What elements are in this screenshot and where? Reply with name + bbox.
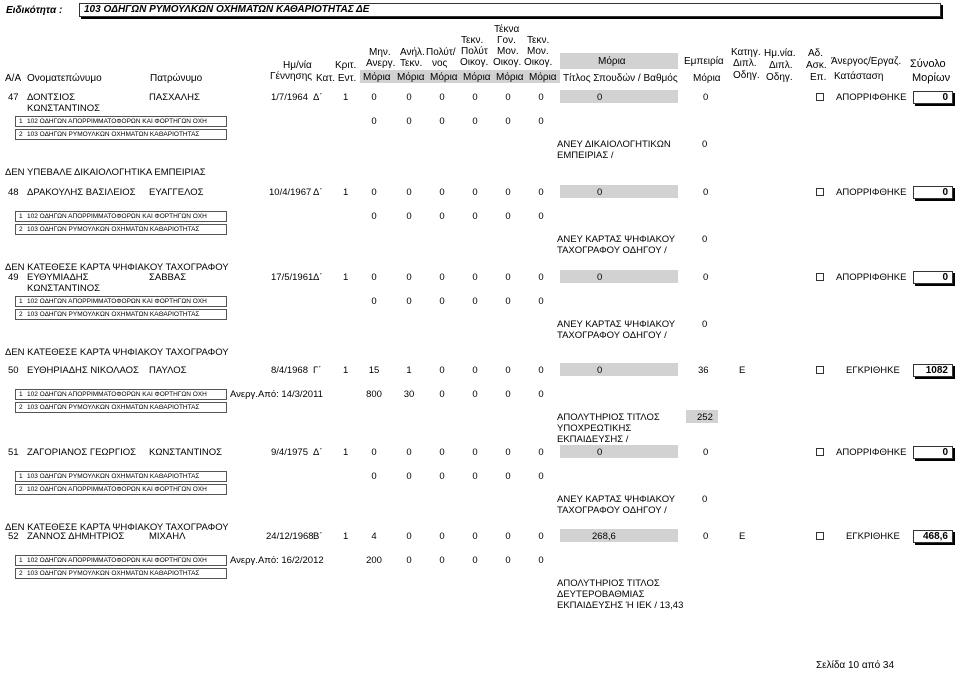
specialty-points: 0 [538, 471, 544, 482]
row-degree-points: 0 [597, 365, 603, 376]
col-cat-1: Κατηγ. [731, 47, 761, 58]
row-total: 1082 [913, 364, 953, 377]
specialty-name: 103 ΟΔΗΓΩΝ ΡΥΜΟΥΛΚΩΝ ΟΧΗΜΑΤΩΝ ΚΑΘΑΡΙΟΤΗΤΑΣ [27, 570, 200, 577]
col-single-0a: Τέκνα [494, 24, 520, 35]
degree-reason-2: ΤΑΧΟΓΡΑΦΟΥ ΟΔΗΓΟΥ / [557, 245, 667, 256]
status-checkbox[interactable] [816, 532, 824, 540]
specialty-points: 0 [505, 211, 511, 222]
specialty-name: 103 ΟΔΗΓΩΝ ΡΥΜΟΥΛΚΩΝ ΟΧΗΜΑΤΩΝ ΚΑΘΑΡΙΟΤΗΤΑΣ [27, 473, 200, 480]
degree-reason-2: ΥΠΟΧΡΕΩΤΙΚΗΣ [557, 423, 632, 434]
row-reason-value: 0 [702, 319, 708, 330]
col-name: Ονοματεπώνυμο [27, 73, 102, 84]
specialty-points: 0 [538, 296, 544, 307]
degree-cell [560, 445, 678, 458]
specialty-name: 102 ΟΔΗΓΩΝ ΑΠΟΡΡΙΜΜΑΤΟΦΟΡΩΝ ΚΑΙ ΦΟΡΤΗΓΩΝ ΟΧΗ [27, 213, 207, 220]
specialty-points: 0 [439, 116, 445, 127]
specialty-rank: 1 [19, 213, 23, 220]
row-points: 0 [439, 531, 445, 542]
row-criterion: 1 [343, 187, 349, 198]
status-checkbox[interactable] [816, 188, 824, 196]
col-single-1: Μον. [497, 46, 519, 57]
col-singlechild-1: Μον. [527, 46, 549, 57]
specialty-points: 0 [472, 389, 478, 400]
row-birth: 17/5/1961 [271, 272, 314, 283]
specialty-points: 0 [505, 389, 511, 400]
row-reason-value: 0 [702, 494, 708, 505]
degree-reason: ΑΝΕΥ ΚΑΡΤΑΣ ΨΗΦΙΑΚΟΥ [557, 319, 676, 330]
degree-reason-2: ΤΑΧΟΓΡΑΦΟΥ ΟΔΗΓΟΥ / [557, 505, 667, 516]
row-points: 0 [538, 365, 544, 376]
specialty-points: 800 [366, 389, 382, 400]
row-points: 0 [439, 272, 445, 283]
row-name: ΔΟΝΤΣΙΟΣ [27, 92, 75, 103]
row-birth: 1/7/1964 [271, 92, 308, 103]
row-points: 1 [406, 365, 412, 376]
specialty-points: 0 [371, 211, 377, 222]
degree-reason: ΑΠΟΛΥΤΗΡΙΟΣ ΤΙΤΛΟΣ [557, 412, 660, 423]
row-points: 15 [368, 365, 380, 376]
specialty-points: 0 [439, 471, 445, 482]
specialty-preference [15, 555, 227, 566]
col-birth-1: Ημ/νία [283, 60, 312, 71]
row-points: 0 [472, 272, 478, 283]
row-birth: 10/4/1967 [269, 187, 312, 198]
row-points: 0 [505, 365, 511, 376]
row-total: 0 [913, 91, 953, 104]
specialty-preference [15, 224, 227, 235]
specialty-preference [15, 296, 227, 307]
specialty-points: 0 [472, 555, 478, 566]
row-degree-points: 0 [597, 92, 603, 103]
degree-reason-2: ΕΜΠΕΙΡΙΑΣ / [557, 150, 614, 161]
specialty-points: 0 [472, 211, 478, 222]
specialty-points: 0 [371, 296, 377, 307]
row-aa: 50 [8, 365, 19, 376]
specialty-preference [15, 116, 227, 127]
col-minor-points: Μόρια [397, 72, 425, 83]
col-cat-2: Διπλ. [733, 58, 757, 69]
specialty-preference [15, 211, 227, 222]
row-points: 0 [439, 365, 445, 376]
row-father: ΜΙΧΑΗΛ [149, 531, 186, 542]
row-status: ΑΠΟΡΡΙΦΘΗΚΕ [836, 187, 907, 198]
row-experience-points: 0 [703, 187, 709, 198]
specialty-rank: 2 [19, 131, 23, 138]
specialty-preference [15, 389, 227, 400]
row-birth: 8/4/1968 [271, 365, 308, 376]
col-status-1: Άνεργος/Εργαζ. [831, 56, 902, 67]
specialty-points: 0 [538, 555, 544, 566]
col-total-1: Σύνολο [910, 58, 946, 70]
degree-cell [560, 185, 678, 198]
row-category: Δ΄ [313, 92, 323, 103]
specialty-field [79, 3, 941, 17]
col-lic-2: Ασκ. [806, 60, 827, 71]
row-points: 0 [406, 92, 412, 103]
degree-reason: ΑΝΕΥ ΚΑΡΤΑΣ ΨΗΦΙΑΚΟΥ [557, 234, 676, 245]
row-points: 0 [439, 92, 445, 103]
row-points: 0 [505, 272, 511, 283]
col-degree-points: Μόρια [598, 56, 626, 67]
row-total: 0 [913, 186, 953, 199]
col-minor-1: Ανήλ. [400, 47, 425, 58]
specialty-name: 102 ΟΔΗΓΩΝ ΑΠΟΡΡΙΜΜΑΤΟΦΟΡΩΝ ΚΑΙ ΦΟΡΤΗΓΩΝ ΟΧΗ [27, 486, 207, 493]
specialty-preference [15, 471, 227, 482]
degree-cell [560, 529, 678, 542]
row-category: Δ΄ [313, 272, 323, 283]
row-points: 0 [406, 187, 412, 198]
specialty-preference [15, 402, 227, 413]
row-category: Β΄ [313, 531, 323, 542]
row-license: Ε [739, 531, 746, 542]
row-total: 0 [913, 446, 953, 459]
col-single-0: Γον. [497, 35, 516, 46]
specialty-points: 0 [505, 471, 511, 482]
specialty-rank: 2 [19, 404, 23, 411]
row-experience-points: 0 [703, 531, 709, 542]
degree-cell [560, 270, 678, 283]
col-lic-3: Επ. [810, 72, 827, 83]
col-exp-1: Εμπειρία [684, 56, 724, 67]
specialty-points: 0 [472, 116, 478, 127]
row-name: ΔΡΑΚΟΥΛΗΣ ΒΑΣΙΛΕΙΟΣ [27, 187, 136, 198]
row-points: 0 [538, 187, 544, 198]
col-exp-2: Μόρια [693, 73, 721, 84]
specialty-points: 0 [406, 116, 412, 127]
row-reason-value: 0 [702, 234, 708, 245]
row-points: 0 [538, 447, 544, 458]
specialty-points: 0 [439, 555, 445, 566]
specialty-points: 0 [439, 211, 445, 222]
rejection-comment: ΔΕΝ ΥΠΕΒΑΛΕ ΔΙΚΑΙΟΛΟΓΗΤΙΚΑ ΕΜΠΕΙΡΙΑΣ [5, 167, 206, 178]
specialty-points: 0 [406, 555, 412, 566]
row-points: 0 [472, 365, 478, 376]
degree-reason-2: ΔΕΥΤΕΡΟΒΑΘΜΙΑΣ [557, 589, 645, 600]
col-multi-2: νος [432, 58, 448, 69]
row-points: 0 [439, 447, 445, 458]
row-experience-points: 0 [703, 272, 709, 283]
row-criterion: 1 [343, 531, 349, 542]
row-name-2: ΚΩΝΣΤΑΝΤΙΝΟΣ [27, 103, 101, 114]
specialty-preference [15, 568, 227, 579]
specialty-name: 102 ΟΔΗΓΩΝ ΑΠΟΡΡΙΜΜΑΤΟΦΟΡΩΝ ΚΑΙ ΦΟΡΤΗΓΩΝ ΟΧΗ [27, 298, 207, 305]
degree-cell [560, 90, 678, 103]
col-degree-title: Τίτλος Σπουδών / Βαθμός [563, 73, 678, 84]
degree-reason-3: ΕΚΠΑΙΔΕΥΣΗΣ / [557, 434, 629, 445]
col-date-3: Οδηγ. [766, 72, 793, 83]
col-multiteknon-1: Πολύτ [461, 46, 488, 57]
col-unemp-2: Ανεργ. [366, 58, 396, 69]
col-multi-1: Πολύτ/ [426, 47, 456, 58]
row-experience-points: 36 [698, 365, 709, 376]
specialty-points: 30 [403, 389, 415, 400]
row-criterion: 1 [343, 92, 349, 103]
specialty-name: 103 ΟΔΗΓΩΝ ΡΥΜΟΥΛΚΩΝ ΟΧΗΜΑΤΩΝ ΚΑΘΑΡΙΟΤΗΤΑΣ [27, 131, 200, 138]
row-status: ΕΓΚΡΙΘΗΚΕ [846, 365, 900, 376]
unemployed-since: Ανεργ.Από: 14/3/2011 [230, 389, 323, 400]
row-degree-points: 268,6 [592, 531, 616, 542]
rejection-comment: ΔΕΝ ΚΑΤΕΘΕΣΕ ΚΑΡΤΑ ΨΗΦΙΑΚΟΥ ΤΑΧΟΓΡΑΦΟΥ [5, 262, 229, 273]
row-reason-value: 252 [697, 412, 713, 423]
col-status-2: Κατάσταση [834, 71, 884, 82]
col-multiteknon-0: Τεκν. [461, 35, 484, 46]
specialty-name: 103 ΟΔΗΓΩΝ ΡΥΜΟΥΛΚΩΝ ΟΧΗΜΑΤΩΝ ΚΑΘΑΡΙΟΤΗΤΑΣ [27, 226, 200, 233]
row-points: 0 [472, 531, 478, 542]
col-total-2: Μορίων [912, 72, 951, 84]
col-crit-2: Κατ. Εντ. [316, 73, 357, 84]
specialty-name: 103 ΟΔΗΓΩΝ ΡΥΜΟΥΛΚΩΝ ΟΧΗΜΑΤΩΝ ΚΑΘΑΡΙΟΤΗΤΑΣ [27, 404, 200, 411]
col-date-1: Ημ.νία. [764, 48, 796, 59]
row-points: 4 [371, 531, 377, 542]
col-single-2: Οικογ. [493, 57, 522, 68]
specialty-points: 0 [538, 389, 544, 400]
degree-reason-2: ΤΑΧΟΓΡΑΦΟΥ ΟΔΗΓΟΥ / [557, 330, 667, 341]
row-points: 0 [472, 447, 478, 458]
specialty-points: 0 [505, 555, 511, 566]
col-unemp-1: Μην. [369, 47, 391, 58]
row-father: ΚΩΝΣΤΑΝΤΙΝΟΣ [149, 447, 223, 458]
row-experience-points: 0 [703, 92, 709, 103]
row-points: 0 [472, 92, 478, 103]
row-criterion: 1 [343, 272, 349, 283]
row-aa: 49 [8, 272, 19, 283]
row-father: ΠΑΣΧΑΛΗΣ [149, 92, 200, 103]
row-experience-points: 0 [703, 447, 709, 458]
unemployed-since: Ανεργ.Από: 16/2/2012 [230, 555, 324, 566]
row-name: ΕΥΘΥΜΙΑΔΗΣ [27, 272, 89, 283]
row-name: ΖΑΝΝΟΣ ΔΗΜΗΤΡΙΟΣ [27, 531, 125, 542]
row-status: ΑΠΟΡΡΙΦΘΗΚΕ [836, 272, 907, 283]
row-father: ΠΑΥΛΟΣ [149, 365, 187, 376]
row-points: 0 [371, 272, 377, 283]
specialty-points: 0 [538, 211, 544, 222]
col-cat-3: Οδηγ. [733, 70, 760, 81]
status-checkbox[interactable] [816, 366, 824, 374]
row-name: ΖΑΓΟΡΙΑΝΟΣ ΓΕΩΡΓΙΟΣ [27, 447, 136, 458]
row-points: 0 [371, 92, 377, 103]
row-total: 0 [913, 271, 953, 284]
row-name-2: ΚΩΝΣΤΑΝΤΙΝΟΣ [27, 283, 101, 294]
row-status: ΕΓΚΡΙΘΗΚΕ [846, 531, 900, 542]
specialty-name: 102 ΟΔΗΓΩΝ ΑΠΟΡΡΙΜΜΑΤΟΦΟΡΩΝ ΚΑΙ ΦΟΡΤΗΓΩΝ ΟΧΗ [27, 557, 207, 564]
specialty-points: 0 [406, 471, 412, 482]
col-birth-2: Γέννησης [270, 71, 313, 82]
row-father: ΣΑΒΒΑΣ [149, 272, 187, 283]
specialty-rank: 2 [19, 570, 23, 577]
row-category: Δ΄ [313, 187, 323, 198]
status-checkbox[interactable] [816, 273, 824, 281]
row-status: ΑΠΟΡΡΙΦΘΗΚΕ [836, 92, 907, 103]
row-points: 0 [505, 187, 511, 198]
row-points: 0 [406, 531, 412, 542]
row-reason-value: 0 [702, 139, 708, 150]
specialty-points: 0 [371, 471, 377, 482]
row-points: 0 [406, 447, 412, 458]
specialty-points: 0 [472, 471, 478, 482]
row-aa: 51 [8, 447, 19, 458]
degree-reason-3: ΕΚΠΑΙΔΕΥΣΗΣ Ή ΙΕΚ / 13,43 [557, 600, 684, 611]
specialty-rank: 1 [19, 557, 23, 564]
status-checkbox[interactable] [816, 93, 824, 101]
specialty-name: 102 ΟΔΗΓΩΝ ΑΠΟΡΡΙΜΜΑΤΟΦΟΡΩΝ ΚΑΙ ΦΟΡΤΗΓΩΝ ΟΧΗ [27, 118, 207, 125]
row-father: ΕΥΑΓΓΕΛΟΣ [149, 187, 204, 198]
row-points: 0 [505, 92, 511, 103]
specialty-points: 200 [366, 555, 382, 566]
specialty-points: 0 [406, 211, 412, 222]
row-name: ΕΥΘΗΡΙΑΔΗΣ ΝΙΚΟΛΑΟΣ [27, 365, 139, 376]
status-checkbox[interactable] [816, 448, 824, 456]
rejection-comment: ΔΕΝ ΚΑΤΕΘΕΣΕ ΚΑΡΤΑ ΨΗΦΙΑΚΟΥ ΤΑΧΟΓΡΑΦΟΥ [5, 347, 229, 358]
row-category: Γ΄ [313, 365, 322, 376]
specialty-rank: 1 [19, 298, 23, 305]
row-category: Δ΄ [313, 447, 323, 458]
row-criterion: 1 [343, 365, 349, 376]
degree-reason: ΑΝΕΥ ΔΙΚΑΙΟΛΟΓΗΤΙΚΩΝ [557, 139, 671, 150]
degree-cell [560, 363, 678, 376]
row-aa: 47 [8, 92, 19, 103]
specialty-label: Ειδικότητα : [6, 5, 63, 16]
specialty-rank: 1 [19, 118, 23, 125]
specialty-rank: 1 [19, 391, 23, 398]
col-father: Πατρώνυμο [150, 73, 203, 84]
row-points: 0 [505, 531, 511, 542]
specialty-points: 0 [538, 116, 544, 127]
row-degree-points: 0 [597, 447, 603, 458]
row-points: 0 [371, 187, 377, 198]
row-criterion: 1 [343, 447, 349, 458]
col-singlechild-points: Μόρια [529, 72, 557, 83]
col-minor-2: Τεκν. [400, 58, 423, 69]
row-degree-points: 0 [597, 187, 603, 198]
row-total: 468,6 [913, 530, 953, 543]
row-license: Ε [739, 365, 746, 376]
row-points: 0 [472, 187, 478, 198]
col-multi-points: Μόρια [430, 72, 458, 83]
col-lic-1: Αδ. [808, 48, 824, 59]
col-multiteknon-2: Οικογ. [460, 57, 489, 68]
row-points: 0 [538, 272, 544, 283]
specialty-points: 0 [505, 116, 511, 127]
col-crit-1: Κριτ. [335, 60, 357, 71]
specialty-points: 0 [439, 389, 445, 400]
degree-reason: ΑΠΟΛΥΤΗΡΙΟΣ ΤΙΤΛΟΣ [557, 578, 660, 589]
row-status: ΑΠΟΡΡΙΦΘΗΚΕ [836, 447, 907, 458]
row-birth: 9/4/1975 [271, 447, 308, 458]
row-degree-points: 0 [597, 272, 603, 283]
row-points: 0 [538, 531, 544, 542]
specialty-value: 103 ΟΔΗΓΩΝ ΡΥΜΟΥΛΚΩΝ ΟΧΗΜΑΤΩΝ ΚΑΘΑΡΙΟΤΗΤΑΣ ΔΕ [84, 4, 370, 15]
specialty-points: 0 [505, 296, 511, 307]
specialty-rank: 2 [19, 486, 23, 493]
page-number: Σελίδα 10 από 34 [816, 660, 895, 671]
specialty-preference [15, 129, 227, 140]
col-singlechild-0: Τεκν. [527, 35, 550, 46]
row-points: 0 [371, 447, 377, 458]
specialty-rank: 2 [19, 311, 23, 318]
col-singlechild-2: Οικογ. [524, 57, 553, 68]
row-points: 0 [439, 187, 445, 198]
specialty-points: 0 [406, 296, 412, 307]
row-points: 0 [406, 272, 412, 283]
col-single-points: Μόρια [496, 72, 524, 83]
specialty-preference [15, 309, 227, 320]
col-date-2: Διπλ. [769, 60, 793, 71]
row-points: 0 [538, 92, 544, 103]
specialty-preference [15, 484, 227, 495]
row-aa: 48 [8, 187, 19, 198]
row-birth: 24/12/1968 [266, 531, 314, 542]
degree-reason: ΑΝΕΥ ΚΑΡΤΑΣ ΨΗΦΙΑΚΟΥ [557, 494, 676, 505]
col-aa: Α/Α [5, 73, 22, 84]
col-unemp-points: Μόρια [363, 72, 391, 83]
rejection-comment: ΔΕΝ ΚΑΤΕΘΕΣΕ ΚΑΡΤΑ ΨΗΦΙΑΚΟΥ ΤΑΧΟΓΡΑΦΟΥ [5, 522, 229, 533]
specialty-name: 103 ΟΔΗΓΩΝ ΡΥΜΟΥΛΚΩΝ ΟΧΗΜΑΤΩΝ ΚΑΘΑΡΙΟΤΗΤΑΣ [27, 311, 200, 318]
specialty-points: 0 [472, 296, 478, 307]
specialty-points: 0 [371, 116, 377, 127]
specialty-rank: 1 [19, 473, 23, 480]
row-points: 0 [505, 447, 511, 458]
specialty-name: 102 ΟΔΗΓΩΝ ΑΠΟΡΡΙΜΜΑΤΟΦΟΡΩΝ ΚΑΙ ΦΟΡΤΗΓΩΝ ΟΧΗ [27, 391, 207, 398]
specialty-points: 0 [439, 296, 445, 307]
col-multiteknon-points: Μόρια [463, 72, 491, 83]
row-aa: 52 [8, 531, 19, 542]
specialty-rank: 2 [19, 226, 23, 233]
